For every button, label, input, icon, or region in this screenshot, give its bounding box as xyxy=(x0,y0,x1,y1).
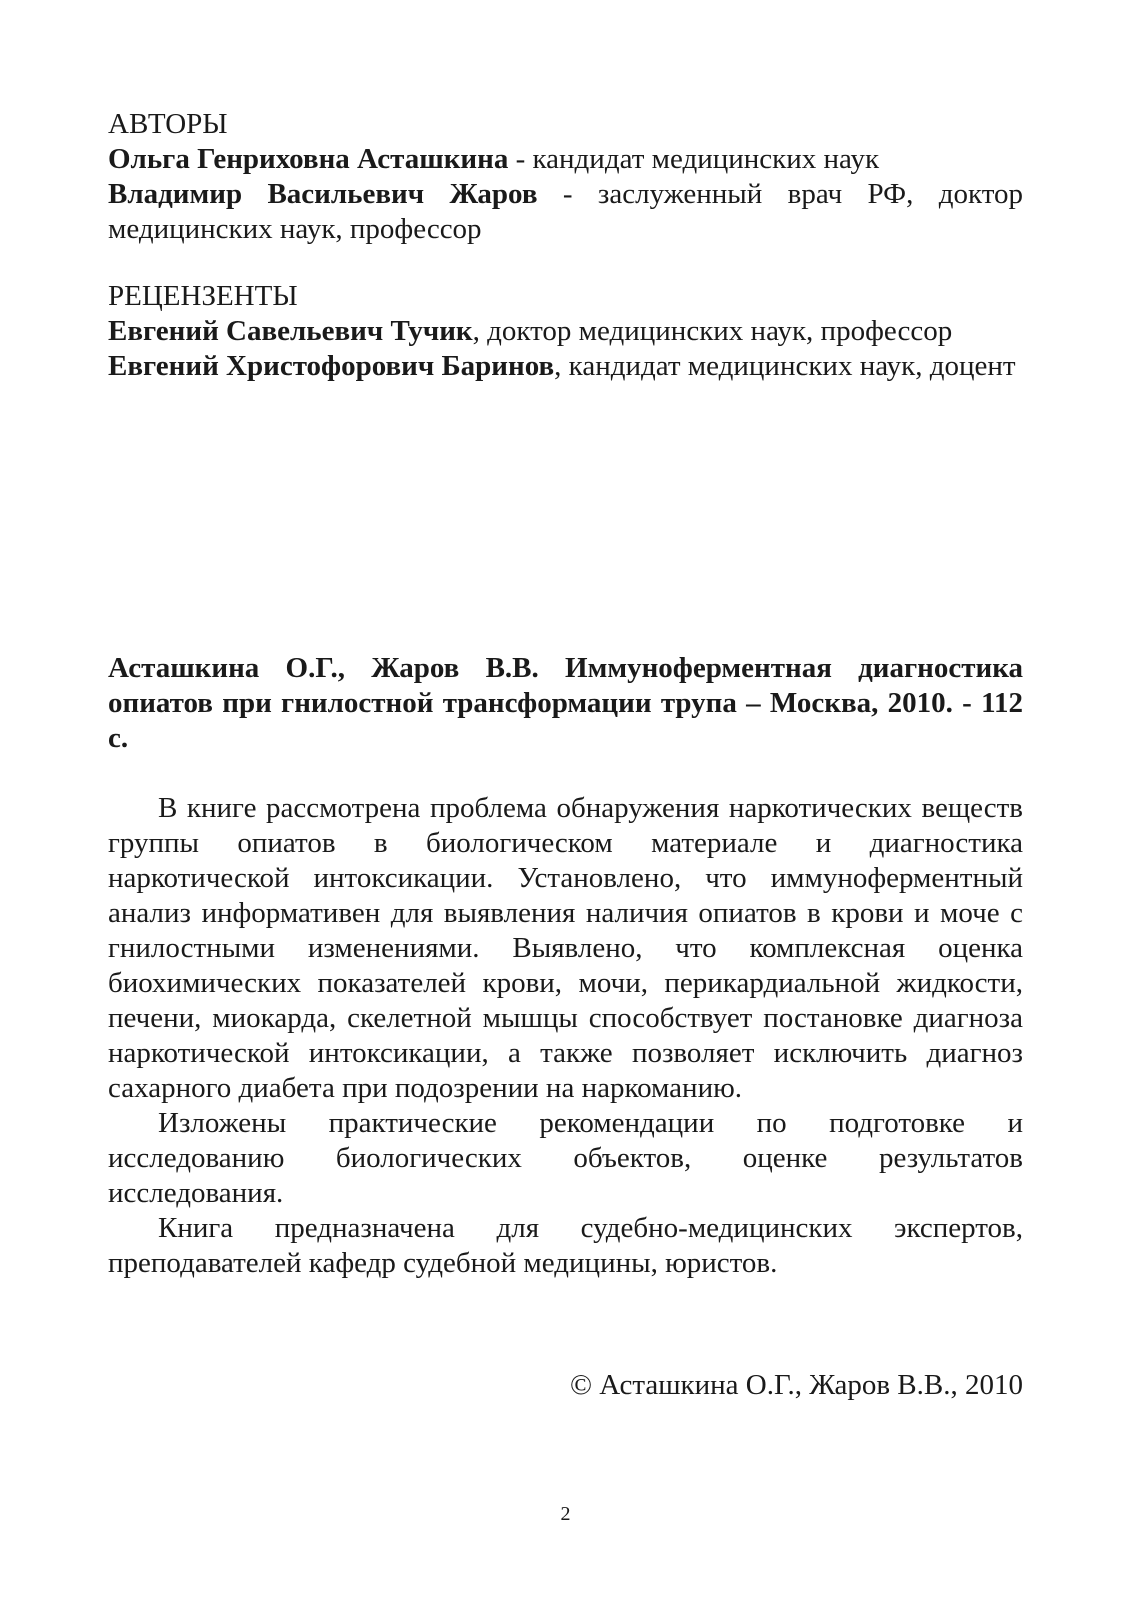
page-number: 2 xyxy=(560,1503,571,1525)
author-name: Владимир Васильевич Жаров xyxy=(108,178,538,210)
reviewer-entry xyxy=(108,314,1023,349)
author-details: - кандидат медицинских наук xyxy=(508,143,880,175)
abstract-paragraph: Книга предназначена для судебно-медицинских экспертов, преподавателей кафедр судебной медицины, юристов. xyxy=(108,1212,1023,1279)
reviewer-name: Евгений Савельевич Тучик xyxy=(108,315,473,347)
abstract-paragraph: Изложены практические рекомендации по подготовке и исследованию биологических объектов, оценке результатов исследования. xyxy=(108,1107,1023,1209)
reviewer-entry xyxy=(108,349,1023,384)
author-entry xyxy=(108,177,1023,247)
bibliographic-citation: Асташкина О.Г., Жаров В.В. Иммуноферментная диагностика опиатов при гнилостной трансформации трупа – Москва, 2010. - 112 с. xyxy=(108,652,1023,754)
reviewer-details: , доктор медицинских наук, профессор xyxy=(472,315,953,347)
abstract-paragraph: В книге рассмотрена проблема обнаружения наркотических веществ группы опиатов в биологическом материале и диагностика наркотической интоксикации. Установлено, что иммуноферментный анализ информативен для выявления наличия опиатов в крови и моче с гнилостными изменениями. Выявлено, что комплексная оценка биохимических показателей крови, мочи, перикардиальной жидкости, печени, миокарда, скелетной мышцы способствует постановке диагноза наркотической интоксикации, а также позволяет исключить диагноз сахарного диабета при подозрении на наркоманию. xyxy=(108,792,1023,1104)
abstract-section xyxy=(108,791,1023,1281)
reviewers-section xyxy=(108,279,1023,384)
document-page xyxy=(108,0,1023,1600)
author-details: - заслуженный врач РФ, доктор медицинских наук, профессор xyxy=(108,178,1023,245)
reviewer-name: Евгений Христофорович Баринов xyxy=(108,350,555,382)
authors-heading: АВТОРЫ xyxy=(108,108,228,140)
citation-section xyxy=(108,651,1023,756)
author-name: Ольга Генриховна Асташкина xyxy=(108,143,509,175)
reviewers-heading: РЕЦЕНЗЕНТЫ xyxy=(108,280,298,312)
copyright-notice: © Асташкина О.Г., Жаров В.В., 2010 xyxy=(569,1369,1023,1401)
author-entry xyxy=(108,142,1023,177)
reviewer-details: , кандидат медицинских наук, доцент xyxy=(554,350,1016,382)
authors-section xyxy=(108,107,1023,247)
